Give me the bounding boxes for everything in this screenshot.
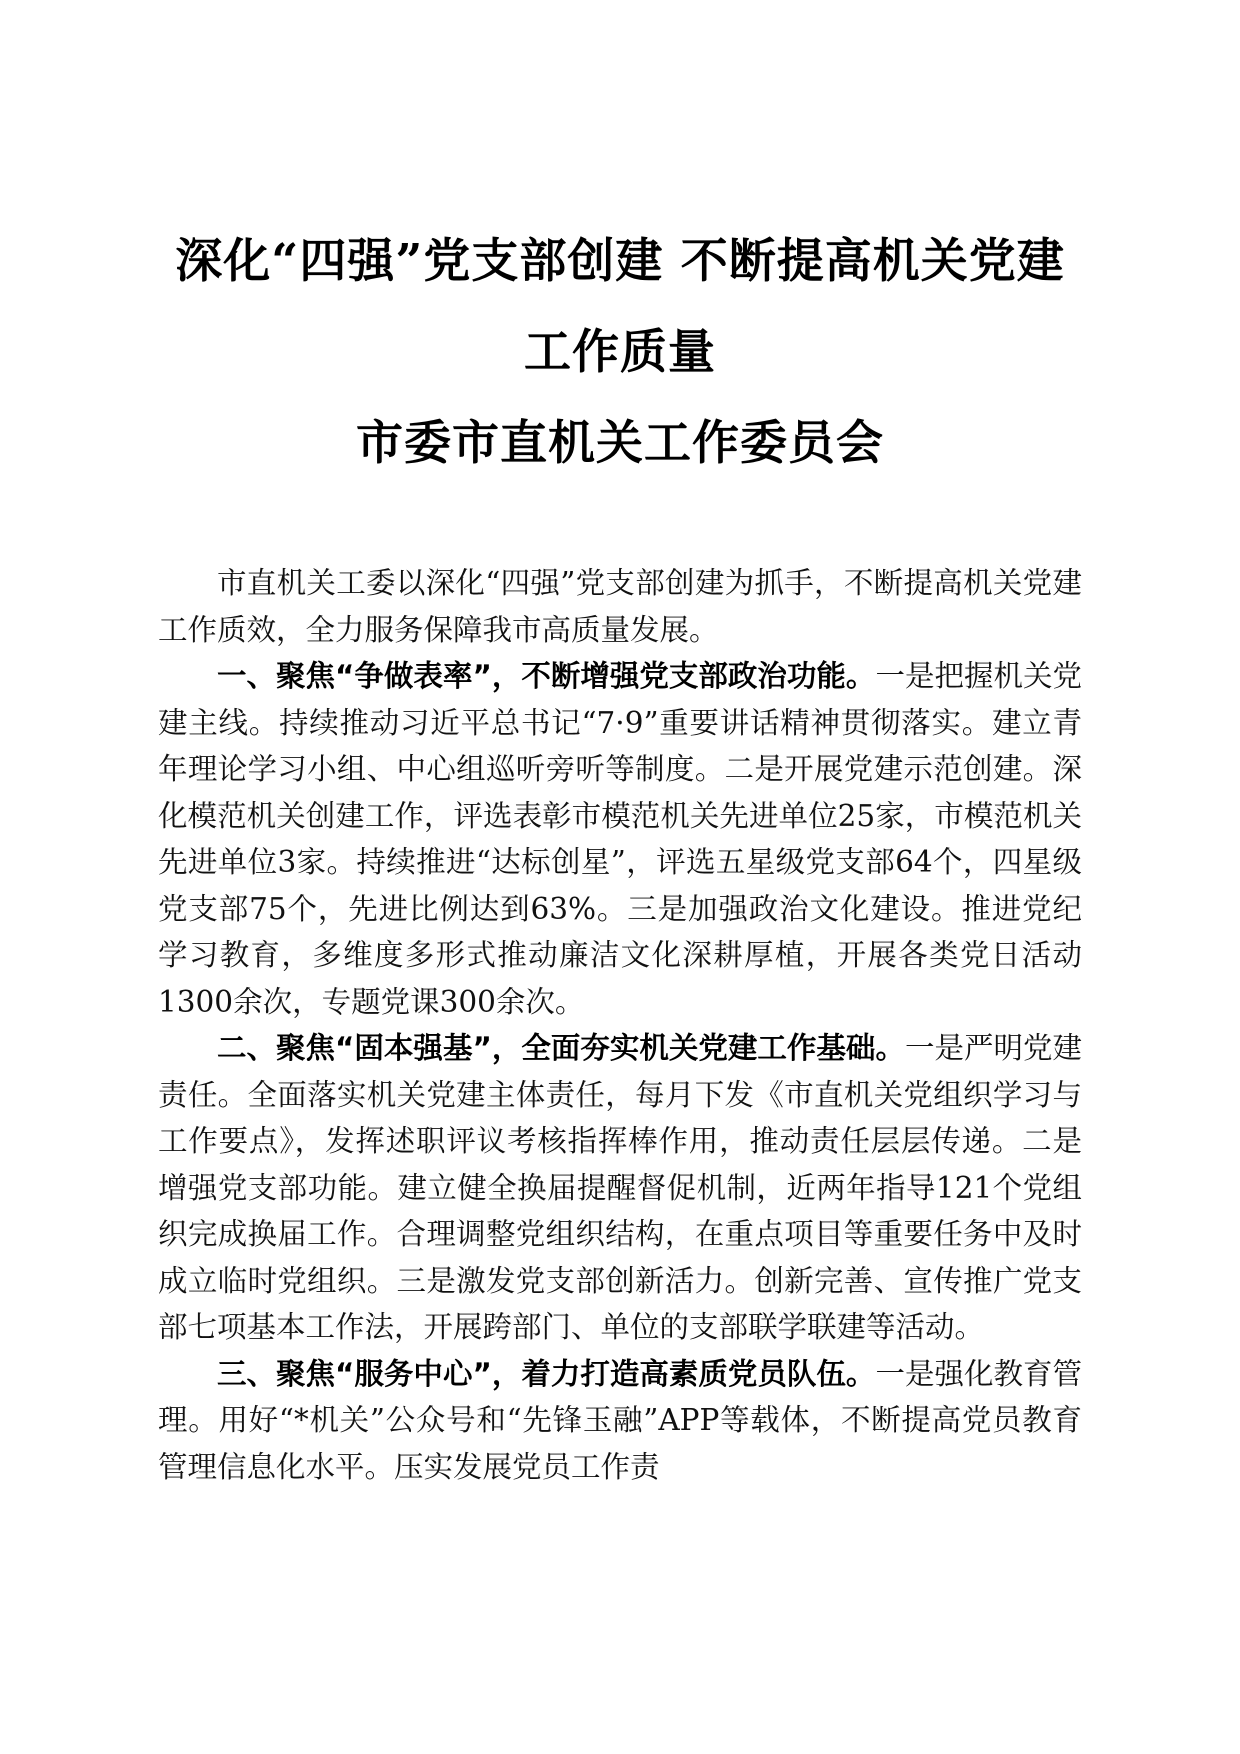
section-text-3: 一是强化教育管理。用好“*机关”公众号和“先锋玉融”APP等载体，不断提高党员教育管理信息化水平。压实发展党员工作责 — [158, 1356, 1082, 1484]
document-title-line-2: 工作质量 — [524, 325, 716, 380]
section-heading-1: 一、聚焦“争做表率”，不断增强党支部政治功能。 — [217, 659, 876, 693]
section-paragraph-2 — [158, 1025, 1082, 1351]
document-title-line-1: 深化“四强”党支部创建 不断提高机关党建 — [175, 234, 1065, 289]
intro-paragraph: 市直机关工委以深化“四强”党支部创建为抓手，不断提高机关党建工作质效，全力服务保障我市高质量发展。 — [158, 566, 1082, 647]
section-text-1: 一是把握机关党建主线。持续推动习近平总书记“7·9”重要讲话精神贯彻落实。建立青年理论学习小组、中心组巡听旁听等制度。二是开展党建示范创建。深化模范机关创建工作，评选表彰市模范机关先进单位25家，市模范机关先进单位3家。持续推进“达标创星”，评选五星级党支部64个，四星级党支部75个，先进比例达到63%。三是加强政治文化建设。推进党纪学习教育，多维度多形式推动廉洁文化深耕厚植，开展各类党日活动1300余次，专题党课300余次。 — [158, 659, 1082, 1019]
document-body — [158, 560, 1082, 1490]
section-paragraph-3 — [158, 1351, 1082, 1491]
section-paragraph-1 — [158, 653, 1082, 1025]
section-text-2: 一是严明党建责任。全面落实机关党建主体责任，每月下发《市直机关党组织学习与工作要点》，发挥述职评议考核指挥棒作用，推动责任层层传递。二是增强党支部功能。建立健全换届提醒督促机制，近两年指导121个党组织完成换届工作。合理调整党组织结构，在重点项目等重要任务中及时成立临时党组织。三是激发党支部创新活力。创新完善、宣传推广党支部七项基本工作法，开展跨部门、单位的支部联学联建等活动。 — [158, 1031, 1082, 1344]
section-heading-2: 二、聚焦“固本强基”，全面夯实机关党建工作基础。 — [217, 1031, 905, 1065]
title-block — [120, 216, 1120, 489]
section-heading-3: 三、聚焦“服务中心”，着力打造高素质党员队伍。 — [217, 1356, 876, 1391]
document-author: 市委市直机关工作委员会 — [356, 416, 884, 471]
